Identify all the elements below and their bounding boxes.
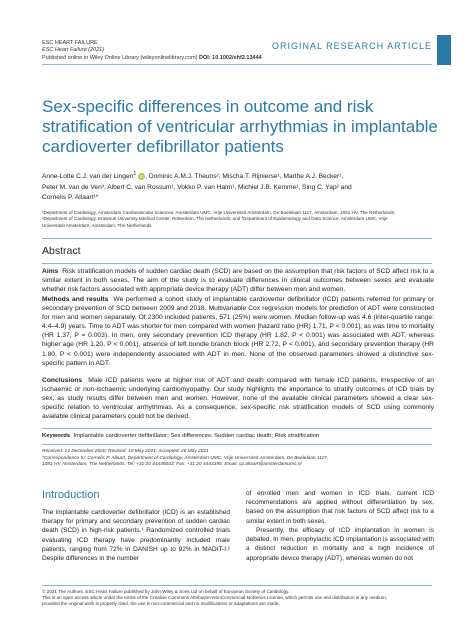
conclusions-label: Conclusions (42, 377, 83, 384)
received-divider (42, 444, 432, 445)
publication-line (42, 55, 262, 62)
journal-header (42, 40, 262, 62)
keywords-text: Implantable cardioverter defibrillator; Sex differences; Sudden cardiac death; Risk stratification (73, 433, 320, 439)
correspondence-1: *Correspondence to: Cornelis P. Allaart, Department of Cardiology, Amsterdam UMC, Vrije Universiteit Amsterdam, De Boelelaan 1117, (42, 455, 329, 461)
affiliation-3: Universiteit Amsterdam, Amsterdam, The Netherlands (42, 222, 152, 228)
affiliation-1: ¹Department of Cardiology, Amsterdam Cardiovascular Sciences, Amsterdam UMC, Vrije Universiteit Amsterdam, De Boelelaan 1117, Amsterdam, 1081 HV, The Netherlands; (42, 210, 396, 215)
doi-link[interactable]: DOI: 10.1002/ehf2.13444 (199, 54, 262, 61)
abstract-conclusions: Conclusions Male ICD patients were at higher risk of ADT and death compared with female ICD patients, irrespective of an ischaemic or non-ischaemic underlying cardiomyopathy. Our study highlights the importance to stratify outcomes of ICD trials by sex, as study results differ between men and women. However, none of the available clinical parameters showed a clear sex-specific relation to ventricular arrhythmias. As a consequence, sex-specific risk stratification models of SCD using commonly available clinical parameters could not be derived. (42, 377, 434, 421)
received-dates: Received: 22 December 2020; Revised: 10 May 2021; Accepted: 26 May 2021 (42, 449, 209, 454)
abstract-methods: Methods and results We performed a cohort study of implantable cardioverter defibrillator (ICD) patients referred for primary or secondary prevention of SCD between 2009 and 2018. Multivariable Cox regression models for prediction of ADT were constructed for men and women separately. Of 2300 included patients, 571 (25%) were women. Median follow-up was 4.6 (inter-quartile range: 4.4–4.9) years. Time to ADT was shorter for men compared with women [hazard ratio (HR) 1.71, P < 0.001], as was time to mortality (HR 1.37, P = 0.003). In men, only secondary prevention ICD therapy (HR 1.82, P < 0.001) was associated with ADT, whereas higher age (HR 1.20, P < 0.001), absence of left bundle branch block (HR 2.72, P < 0.001), and secondary prevention therapy (HR 1.80, P < 0.001) were independently associated with ADT in men. None of the observed parameters showed a distinctive sex-specific pattern in ADT. (42, 296, 435, 367)
author-line-2: Peter M. van de Ven³, Albert C. van Rossum¹, Vokko P. van Halm¹, Michiel J.B. Kemme¹, Sing C. Yap² and (42, 183, 352, 191)
footer-license-cont: provided the original work is properly cited, the use is non-commercial and no modifications or adaptations are made. (42, 601, 280, 607)
journal-citation: ESC Heart Failure (2021) (42, 47, 105, 54)
affiliation-2: ²Department of Cardiology, Erasmus University Medical Center, Rotterdam, The Netherlands; and ³Department of Epidemiology and Data Science, Amsterdam UMC, Vrije (42, 216, 388, 222)
footer-license: This is an open access article under the terms of the Creative Commons Attribution-NonCommercial-NoDerivs License, which permits use and distribution in any medium, (42, 595, 387, 601)
keywords (42, 432, 434, 440)
keywords-label: Keywords (42, 433, 71, 439)
abstract-heading: Abstract (42, 245, 81, 257)
published-prefix: Published online in Wiley Online Library (wileyonlinelibrary.com) (42, 54, 198, 61)
intro-right-paragraph-1: of enrolled men and women in ICD trials, current ICD recommendations are applied without differentiation by sex, based on the assumption that risk factors of SCD affect risk to a similar extent in both sexes. (246, 490, 434, 525)
article-type: ORIGINAL RESEARCH ARTICLE (271, 41, 432, 51)
article-title: Sex-specific differences in outcome and risk stratification of ventricular arrhythmias in implantable cardioverter defibrillator patients (42, 97, 438, 156)
header-divider (42, 64, 432, 65)
license-footer (42, 589, 434, 608)
affiliations (42, 210, 442, 229)
methods-label: Methods and results (42, 296, 109, 303)
abstract-top-divider (42, 238, 432, 239)
abstract-aims: Aims Risk stratification models of sudden cardiac death (SCD) are based on the assumption that risk factors of SCD affect risk to a similar extent in both sexes. The aim of the study is to evaluate differences in clinical outcomes between sexes and evaluate whether risk factors associated with appropriate device therapy (ADT) differ between men and women. (42, 268, 435, 294)
aims-label: Aims (42, 268, 59, 275)
intro-right-paragraph-2: Presently, the efficacy of ICD implantation in women is debated. In men, prophylactic ICD implantation is associated with a distinct reduction in mortality and a high incidence of appropriate device therapy (ADT), whereas women do not (246, 527, 434, 562)
author-list (42, 169, 442, 204)
received-block (42, 449, 434, 469)
footer-divider (42, 585, 432, 586)
introduction-heading: Introduction (42, 489, 100, 501)
article-type-tab (437, 35, 451, 65)
journal-name: ESC HEART FAILURE (42, 40, 98, 46)
keywords-divider (42, 428, 432, 429)
correspondence-2: 1081 HV Amsterdam, The Netherlands. Tel: +31 20 44445043; Fax: +31 20 4443395. Email: cp.allaart@amsterdamumc.nl (42, 462, 302, 467)
author-line-1: Anne-Lotte C.J. van der Lingen$^1$ iD, Dominic A.M.J. Theuns², Mischa T. Rijnierse¹, Marthe A.J. Becker¹, (42, 171, 344, 181)
footer-copyright: © 2021 The Authors. ESC Heart Failure published by John Wiley & Sons Ltd on behalf of European Society of Cardiology. (42, 589, 290, 594)
intro-left-column: The implantable cardioverter defibrillator (ICD) is an established therapy for primary and secondary prevention of sudden cardiac death (SCD) in high-risk patients.¹ Randomized controlled trials evaluating ICD therapy have predominantly included male patients, ranging from 72% in DANISH up to 92% in MADIT-I.² Despite differences in the number (42, 509, 230, 563)
orcid-icon[interactable]: iD (139, 173, 144, 179)
abstract-heading-divider (42, 263, 432, 264)
author-line-3: Cornelis P. Allaart¹* (42, 194, 99, 202)
